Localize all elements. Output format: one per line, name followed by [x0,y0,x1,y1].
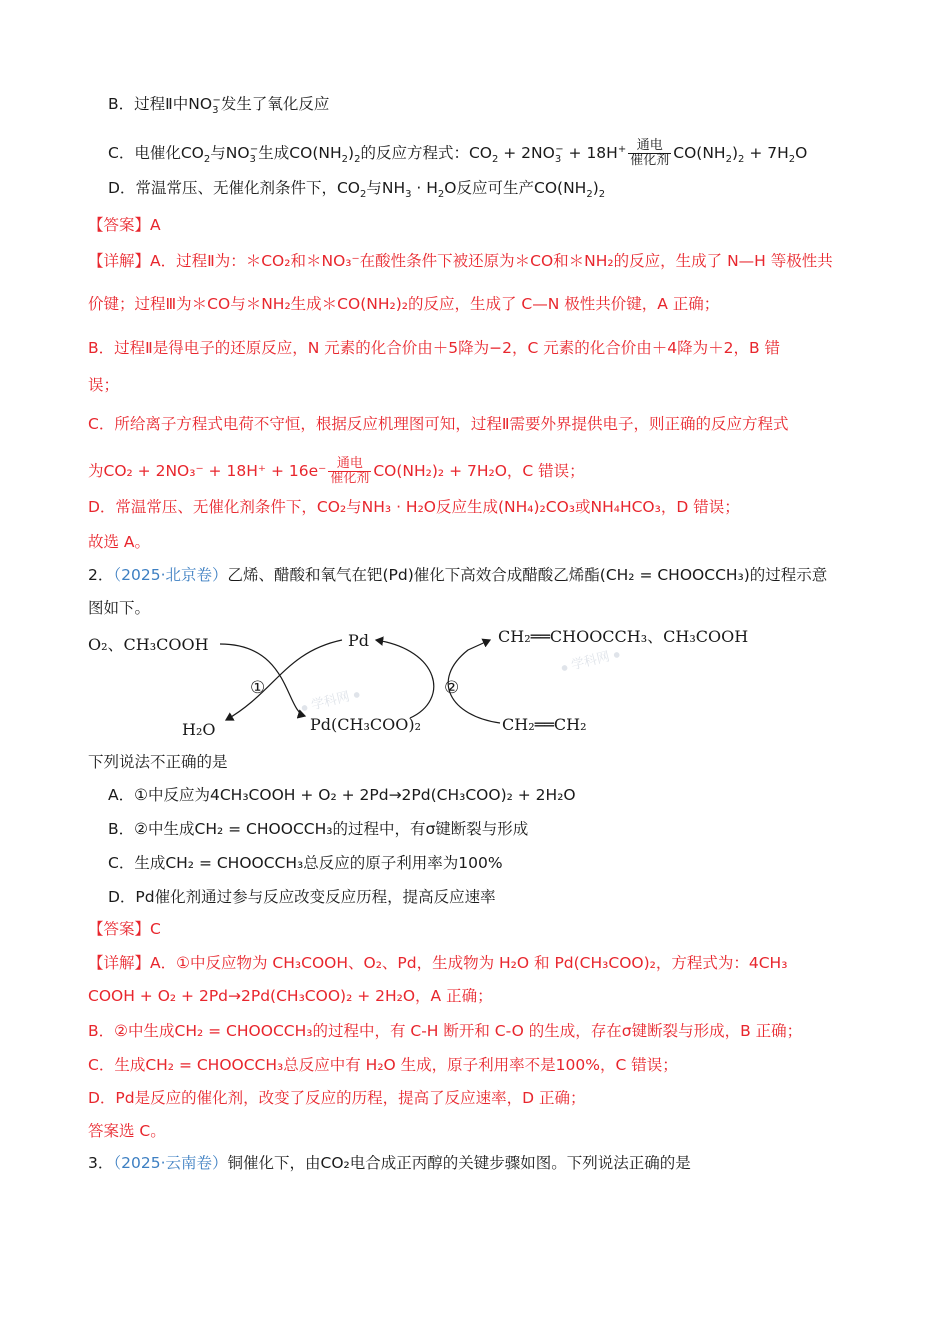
q1-detail-a-line2: 价键；过程Ⅲ为＊CO与＊NH₂生成＊CO(NH₂)₂的反应，生成了 C—N 极性共价键，A 正确； [88,295,720,313]
diagram-intermediate: Pd(CH₃COO)₂ [310,715,421,734]
diagram-reactants-1: O₂、CH₃COOH [88,635,209,654]
q1-option-d: D．常温常压、无催化剂条件下，$CO_2$与$NH_3 \cdot H_2O$反应可生产$CO(NH_2)_2$ [108,179,606,201]
q2-option-c: C．生成CH₂ = CHOOCCH₃总反应的原子利用率为100% [108,854,503,872]
q1-answer: 【答案】A [88,216,161,234]
q1-detail-c-line2: 为CO₂ + 2NO₃⁻ + 18H⁺ + 16e⁻ $\frac{\text{通电}}{\text{催化剂}}$ CO(NH₂)₂ + 7H₂O，C 错误； [88,456,585,486]
q2-answer: 【答案】C [88,920,161,938]
q2-stem-line1: 2．（2025·北京卷）乙烯、醋酸和氧气在钯(Pd)催化下高效合成醋酸乙烯酯(CH₂ = CHOOCCH₃)的过程示意 [88,566,828,584]
diagram-step-1: ① [250,678,266,698]
diagram-products-2: CH₂══CHOOCCH₃、CH₃COOH [498,627,749,646]
q1-detail-b-line2: 误； [88,376,120,394]
q2-detail-d: D．Pd是反应的催化剂，改变了反应的历程，提高了反应速率，D 正确； [88,1089,586,1107]
reaction-condition: $\frac{\text{通电}}{\text{催化剂}}$ [630,138,670,168]
q1-detail-b-line1: B．过程Ⅱ是得电子的还原反应，N 元素的化合价由＋5降为−2，C 元素的化合价由＋4降为＋2，B 错 [88,339,781,357]
q2-stem-line2: 图如下。 [88,599,151,617]
q2-question: 下列说法不正确的是 [88,753,228,771]
diagram-step-2: ② [444,678,460,698]
q3-stem: 3．（2025·云南卷）铜催化下，由CO₂电合成正丙醇的关键步骤如图。下列说法正确的是 [88,1154,691,1172]
q1-detail-a-line1: 【详解】A．过程Ⅱ为：＊CO₂和＊NO₃⁻在酸性条件下被还原为＊CO和＊NH₂的反应，生成了 N—H 等极性共 [88,252,833,270]
q1-option-c: C．电催化$CO_2$与$NO_3^-$生成$CO(NH_2)_2$的反应方程式：$CO_2 + 2NO_3^- + 18H^+$ $\frac{\text{通电}}{\text{催化剂}}$ $CO(NH_2)_2 + 7H_2O$ [108,138,808,168]
q2-detail-a-line2: COOH + O₂ + 2Pd→2Pd(CH₃COO)₂ + 2H₂O，A 正确； [88,987,493,1005]
q2-option-a: A．①中反应为4CH₃COOH + O₂ + 2Pd→2Pd(CH₃COO)₂ + 2H₂O [108,786,576,804]
arrow-left-h2o [226,640,342,720]
q2-detail-c: C．生成CH₂ = CHOOCCH₃总反应中有 H₂O 生成，原子利用率不是100%，C 错误； [88,1056,678,1074]
q2-conclusion: 答案选 C。 [88,1122,166,1140]
q2-source: （2025·北京卷） [113,566,228,584]
q2-option-b: B．②中生成CH₂ = CHOOCCH₃的过程中，有σ键断裂与形成 [108,820,529,838]
catalytic-cycle-diagram [80,620,780,750]
q1-option-b: B．过程Ⅱ中$NO_3^-$发生了氧化反应 [108,94,330,117]
q2-detail-a-line1: 【详解】A．①中反应物为 CH₃COOH、O₂、Pd，生成物为 H₂O 和 Pd(CH₃COO)₂，方程式为：4CH₃ [88,954,788,972]
q3-source: （2025·云南卷） [113,1154,228,1172]
q1-detail-c-line1: C．所给离子方程式电荷不守恒，根据反应机理图可知，过程Ⅱ需要外界提供电子，则正确的反应方程式 [88,415,789,433]
q1-conclusion: 故选 A。 [88,533,151,551]
diagram-h2o: H₂O [182,720,216,739]
arrow-right-pd [376,640,434,718]
reaction-condition-2: $\frac{\text{通电}}{\text{催化剂}}$ [330,456,370,486]
q2-option-d: D．Pd催化剂通过参与反应改变反应历程，提高反应速率 [108,888,496,906]
diagram-pd: Pd [348,631,370,650]
diagram-ethylene: CH₂══CH₂ [502,715,587,734]
q1-detail-d: D．常温常压、无催化剂条件下，CO₂与NH₃ · H₂O反应生成(NH₄)₂CO₃或NH₄HCO₃，D 错误； [88,498,740,516]
q2-detail-b: B．②中生成CH₂ = CHOOCCH₃的过程中，有 C-H 断开和 C-O 的生成，存在σ键断裂与形成，B 正确； [88,1022,803,1040]
